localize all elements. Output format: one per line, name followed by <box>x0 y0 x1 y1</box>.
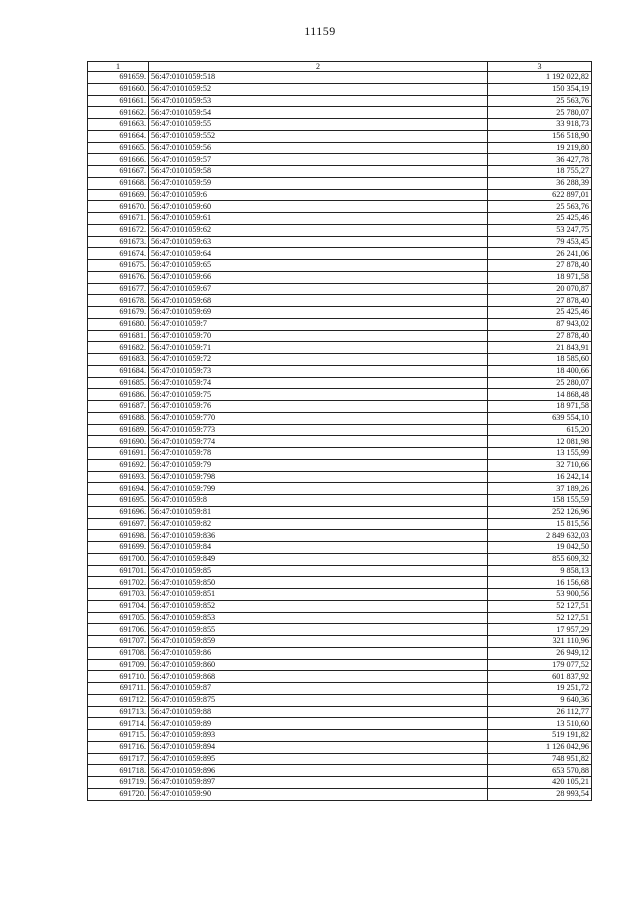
cadastral-number: 56:47:0101059:56 <box>149 142 488 154</box>
row-number: 691715. <box>88 730 149 742</box>
cadastral-number: 56:47:0101059:849 <box>149 553 488 565</box>
cadastral-value: 150 354,19 <box>488 83 592 95</box>
table-row <box>88 401 592 413</box>
cadastral-value: 179 077,52 <box>488 659 592 671</box>
table-row <box>88 436 592 448</box>
row-number: 691659. <box>88 72 149 84</box>
row-number: 691695. <box>88 495 149 507</box>
table-row <box>88 107 592 119</box>
cadastral-value: 16 156,68 <box>488 577 592 589</box>
row-number: 691666. <box>88 154 149 166</box>
table-row <box>88 589 592 601</box>
table-row <box>88 130 592 142</box>
cadastral-value: 52 127,51 <box>488 600 592 612</box>
table-row <box>88 354 592 366</box>
cadastral-value: 27 878,40 <box>488 295 592 307</box>
table-row <box>88 553 592 565</box>
cadastral-value: 87 943,02 <box>488 318 592 330</box>
cadastral-value: 52 127,51 <box>488 612 592 624</box>
row-number: 691679. <box>88 307 149 319</box>
cadastral-value: 13 155,99 <box>488 448 592 460</box>
table-row <box>88 741 592 753</box>
cadastral-number: 56:47:0101059:859 <box>149 636 488 648</box>
row-number: 691714. <box>88 718 149 730</box>
cadastral-value: 33 918,73 <box>488 119 592 131</box>
table-row <box>88 72 592 84</box>
column-header-3: 3 <box>488 62 592 72</box>
row-number: 691671. <box>88 213 149 225</box>
cadastral-number: 56:47:0101059:6 <box>149 189 488 201</box>
row-number: 691683. <box>88 354 149 366</box>
cadastral-value: 17 957,29 <box>488 624 592 636</box>
table-row <box>88 659 592 671</box>
cadastral-value: 26 241,06 <box>488 248 592 260</box>
row-number: 691687. <box>88 401 149 413</box>
table-row <box>88 718 592 730</box>
row-number: 691693. <box>88 471 149 483</box>
cadastral-number: 56:47:0101059:74 <box>149 377 488 389</box>
table-row <box>88 612 592 624</box>
table-row <box>88 506 592 518</box>
table-row <box>88 236 592 248</box>
table-row <box>88 671 592 683</box>
cadastral-number: 56:47:0101059:58 <box>149 166 488 178</box>
cadastral-value: 15 815,56 <box>488 518 592 530</box>
cadastral-number: 56:47:0101059:89 <box>149 718 488 730</box>
cadastral-number: 56:47:0101059:552 <box>149 130 488 142</box>
cadastral-number: 56:47:0101059:72 <box>149 354 488 366</box>
row-number: 691681. <box>88 330 149 342</box>
cadastral-number: 56:47:0101059:875 <box>149 694 488 706</box>
cadastral-value: 639 554,10 <box>488 412 592 424</box>
cadastral-value: 855 609,32 <box>488 553 592 565</box>
table-row <box>88 706 592 718</box>
cadastral-number: 56:47:0101059:59 <box>149 177 488 189</box>
cadastral-number: 56:47:0101059:69 <box>149 307 488 319</box>
cadastral-value: 748 951,82 <box>488 753 592 765</box>
cadastral-value: 9 858,13 <box>488 565 592 577</box>
cadastral-number: 56:47:0101059:773 <box>149 424 488 436</box>
cadastral-number: 56:47:0101059:860 <box>149 659 488 671</box>
table-row <box>88 142 592 154</box>
cadastral-value: 18 755,27 <box>488 166 592 178</box>
cadastral-number: 56:47:0101059:68 <box>149 295 488 307</box>
cadastral-number: 56:47:0101059:64 <box>149 248 488 260</box>
table-row <box>88 471 592 483</box>
cadastral-value: 622 897,01 <box>488 189 592 201</box>
cadastral-value: 18 971,58 <box>488 271 592 283</box>
cadastral-value: 37 189,26 <box>488 483 592 495</box>
cadastral-number: 56:47:0101059:84 <box>149 542 488 554</box>
row-number: 691675. <box>88 260 149 272</box>
row-number: 691707. <box>88 636 149 648</box>
table-row <box>88 495 592 507</box>
row-number: 691677. <box>88 283 149 295</box>
cadastral-value: 25 563,76 <box>488 95 592 107</box>
row-number: 691664. <box>88 130 149 142</box>
cadastral-value: 25 780,07 <box>488 107 592 119</box>
cadastral-number: 56:47:0101059:7 <box>149 318 488 330</box>
cadastral-value: 321 110,96 <box>488 636 592 648</box>
cadastral-value: 252 126,96 <box>488 506 592 518</box>
cadastral-value: 26 949,12 <box>488 647 592 659</box>
cadastral-value: 18 585,60 <box>488 354 592 366</box>
cadastral-number: 56:47:0101059:73 <box>149 365 488 377</box>
table-row <box>88 389 592 401</box>
cadastral-value: 79 453,45 <box>488 236 592 248</box>
table-row <box>88 483 592 495</box>
cadastral-value: 615,20 <box>488 424 592 436</box>
cadastral-number: 56:47:0101059:53 <box>149 95 488 107</box>
row-number: 691676. <box>88 271 149 283</box>
cadastral-number: 56:47:0101059:85 <box>149 565 488 577</box>
cadastral-value: 36 427,78 <box>488 154 592 166</box>
table-row <box>88 95 592 107</box>
cadastral-value: 12 081,98 <box>488 436 592 448</box>
cadastral-number: 56:47:0101059:63 <box>149 236 488 248</box>
row-number: 691682. <box>88 342 149 354</box>
row-number: 691719. <box>88 777 149 789</box>
table-row <box>88 459 592 471</box>
row-number: 691711. <box>88 683 149 695</box>
cadastral-value: 16 242,14 <box>488 471 592 483</box>
row-number: 691686. <box>88 389 149 401</box>
table-row <box>88 330 592 342</box>
table-row <box>88 307 592 319</box>
table-row <box>88 600 592 612</box>
row-number: 691716. <box>88 741 149 753</box>
table-row <box>88 412 592 424</box>
cadastral-number: 56:47:0101059:75 <box>149 389 488 401</box>
table-row <box>88 189 592 201</box>
cadastral-value: 27 878,40 <box>488 330 592 342</box>
cadastral-number: 56:47:0101059:81 <box>149 506 488 518</box>
row-number: 691703. <box>88 589 149 601</box>
row-number: 691712. <box>88 694 149 706</box>
cadastral-number: 56:47:0101059:855 <box>149 624 488 636</box>
table-row <box>88 213 592 225</box>
table-row <box>88 753 592 765</box>
table-row <box>88 788 592 800</box>
cadastral-value: 25 563,76 <box>488 201 592 213</box>
cadastral-value: 2 849 632,03 <box>488 530 592 542</box>
table-row <box>88 166 592 178</box>
cadastral-number: 56:47:0101059:60 <box>149 201 488 213</box>
table-row <box>88 119 592 131</box>
table-row <box>88 530 592 542</box>
table-row <box>88 365 592 377</box>
row-number: 691708. <box>88 647 149 659</box>
cadastral-number: 56:47:0101059:895 <box>149 753 488 765</box>
cadastral-value: 519 191,82 <box>488 730 592 742</box>
cadastral-value: 420 105,21 <box>488 777 592 789</box>
row-number: 691661. <box>88 95 149 107</box>
cadastral-number: 56:47:0101059:893 <box>149 730 488 742</box>
table-row <box>88 765 592 777</box>
table-row <box>88 424 592 436</box>
table-row <box>88 154 592 166</box>
cadastral-number: 56:47:0101059:66 <box>149 271 488 283</box>
cadastral-number: 56:47:0101059:798 <box>149 471 488 483</box>
cadastral-number: 56:47:0101059:82 <box>149 518 488 530</box>
row-number: 691680. <box>88 318 149 330</box>
row-number: 691662. <box>88 107 149 119</box>
row-number: 691701. <box>88 565 149 577</box>
cadastral-value: 14 868,48 <box>488 389 592 401</box>
cadastral-number: 56:47:0101059:850 <box>149 577 488 589</box>
row-number: 691690. <box>88 436 149 448</box>
table-row <box>88 542 592 554</box>
cadastral-number: 56:47:0101059:770 <box>149 412 488 424</box>
cadastral-value-table <box>87 61 592 801</box>
cadastral-value: 18 971,58 <box>488 401 592 413</box>
row-number: 691710. <box>88 671 149 683</box>
cadastral-number: 56:47:0101059:87 <box>149 683 488 695</box>
row-number: 691692. <box>88 459 149 471</box>
cadastral-value: 19 251,72 <box>488 683 592 695</box>
cadastral-value: 27 878,40 <box>488 260 592 272</box>
cadastral-value: 19 219,80 <box>488 142 592 154</box>
row-number: 691669. <box>88 189 149 201</box>
cadastral-value: 601 837,92 <box>488 671 592 683</box>
cadastral-number: 56:47:0101059:836 <box>149 530 488 542</box>
cadastral-number: 56:47:0101059:78 <box>149 448 488 460</box>
cadastral-value: 32 710,66 <box>488 459 592 471</box>
table-row <box>88 177 592 189</box>
table-row <box>88 224 592 236</box>
row-number: 691674. <box>88 248 149 260</box>
table-row <box>88 271 592 283</box>
row-number: 691706. <box>88 624 149 636</box>
cadastral-number: 56:47:0101059:851 <box>149 589 488 601</box>
column-header-2: 2 <box>149 62 488 72</box>
row-number: 691698. <box>88 530 149 542</box>
table-row <box>88 518 592 530</box>
cadastral-value: 653 570,88 <box>488 765 592 777</box>
cadastral-number: 56:47:0101059:897 <box>149 777 488 789</box>
row-number: 691673. <box>88 236 149 248</box>
table-row <box>88 694 592 706</box>
cadastral-number: 56:47:0101059:852 <box>149 600 488 612</box>
row-number: 691704. <box>88 600 149 612</box>
table-row <box>88 318 592 330</box>
cadastral-number: 56:47:0101059:868 <box>149 671 488 683</box>
table-row <box>88 448 592 460</box>
row-number: 691720. <box>88 788 149 800</box>
table-body <box>88 72 592 801</box>
table-row <box>88 565 592 577</box>
row-number: 691665. <box>88 142 149 154</box>
row-number: 691696. <box>88 506 149 518</box>
row-number: 691660. <box>88 83 149 95</box>
cadastral-number: 56:47:0101059:853 <box>149 612 488 624</box>
table-row <box>88 342 592 354</box>
cadastral-value: 13 510,60 <box>488 718 592 730</box>
table-row <box>88 260 592 272</box>
cadastral-number: 56:47:0101059:799 <box>149 483 488 495</box>
row-number: 691699. <box>88 542 149 554</box>
row-number: 691667. <box>88 166 149 178</box>
table-row <box>88 647 592 659</box>
row-number: 691668. <box>88 177 149 189</box>
row-number: 691685. <box>88 377 149 389</box>
table-row <box>88 377 592 389</box>
cadastral-number: 56:47:0101059:71 <box>149 342 488 354</box>
cadastral-value: 25 425,46 <box>488 307 592 319</box>
table-row <box>88 577 592 589</box>
row-number: 691709. <box>88 659 149 671</box>
cadastral-value: 25 280,07 <box>488 377 592 389</box>
cadastral-value: 25 425,46 <box>488 213 592 225</box>
cadastral-value: 53 900,56 <box>488 589 592 601</box>
cadastral-number: 56:47:0101059:61 <box>149 213 488 225</box>
table-row <box>88 83 592 95</box>
row-number: 691694. <box>88 483 149 495</box>
row-number: 691700. <box>88 553 149 565</box>
cadastral-number: 56:47:0101059:79 <box>149 459 488 471</box>
row-number: 691663. <box>88 119 149 131</box>
row-number: 691717. <box>88 753 149 765</box>
cadastral-number: 56:47:0101059:62 <box>149 224 488 236</box>
row-number: 691697. <box>88 518 149 530</box>
cadastral-value: 1 192 022,82 <box>488 72 592 84</box>
table-row <box>88 201 592 213</box>
row-number: 691705. <box>88 612 149 624</box>
table-header-row <box>88 62 592 72</box>
cadastral-value: 156 518,90 <box>488 130 592 142</box>
table-row <box>88 295 592 307</box>
cadastral-number: 56:47:0101059:774 <box>149 436 488 448</box>
cadastral-number: 56:47:0101059:52 <box>149 83 488 95</box>
cadastral-value: 53 247,75 <box>488 224 592 236</box>
column-header-1: 1 <box>88 62 149 72</box>
row-number: 691691. <box>88 448 149 460</box>
table-row <box>88 730 592 742</box>
cadastral-number: 56:47:0101059:8 <box>149 495 488 507</box>
page-number: 11159 <box>304 24 336 38</box>
table-row <box>88 248 592 260</box>
cadastral-number: 56:47:0101059:65 <box>149 260 488 272</box>
cadastral-value: 28 993,54 <box>488 788 592 800</box>
table-row <box>88 777 592 789</box>
row-number: 691684. <box>88 365 149 377</box>
cadastral-number: 56:47:0101059:88 <box>149 706 488 718</box>
table-row <box>88 624 592 636</box>
cadastral-value: 19 042,50 <box>488 542 592 554</box>
cadastral-number: 56:47:0101059:67 <box>149 283 488 295</box>
cadastral-number: 56:47:0101059:896 <box>149 765 488 777</box>
row-number: 691688. <box>88 412 149 424</box>
cadastral-number: 56:47:0101059:55 <box>149 119 488 131</box>
cadastral-value: 158 155,59 <box>488 495 592 507</box>
cadastral-number: 56:47:0101059:57 <box>149 154 488 166</box>
row-number: 691672. <box>88 224 149 236</box>
row-number: 691670. <box>88 201 149 213</box>
table-row <box>88 636 592 648</box>
row-number: 691702. <box>88 577 149 589</box>
cadastral-number: 56:47:0101059:86 <box>149 647 488 659</box>
cadastral-value: 18 400,66 <box>488 365 592 377</box>
row-number: 691718. <box>88 765 149 777</box>
cadastral-value: 36 288,39 <box>488 177 592 189</box>
table-row <box>88 283 592 295</box>
cadastral-value: 1 126 042,96 <box>488 741 592 753</box>
cadastral-number: 56:47:0101059:894 <box>149 741 488 753</box>
cadastral-number: 56:47:0101059:54 <box>149 107 488 119</box>
cadastral-value: 26 112,77 <box>488 706 592 718</box>
cadastral-value: 20 070,87 <box>488 283 592 295</box>
row-number: 691713. <box>88 706 149 718</box>
cadastral-value: 9 640,36 <box>488 694 592 706</box>
cadastral-number: 56:47:0101059:518 <box>149 72 488 84</box>
cadastral-number: 56:47:0101059:90 <box>149 788 488 800</box>
cadastral-number: 56:47:0101059:76 <box>149 401 488 413</box>
table-row <box>88 683 592 695</box>
row-number: 691689. <box>88 424 149 436</box>
cadastral-number: 56:47:0101059:70 <box>149 330 488 342</box>
cadastral-value: 21 843,91 <box>488 342 592 354</box>
row-number: 691678. <box>88 295 149 307</box>
